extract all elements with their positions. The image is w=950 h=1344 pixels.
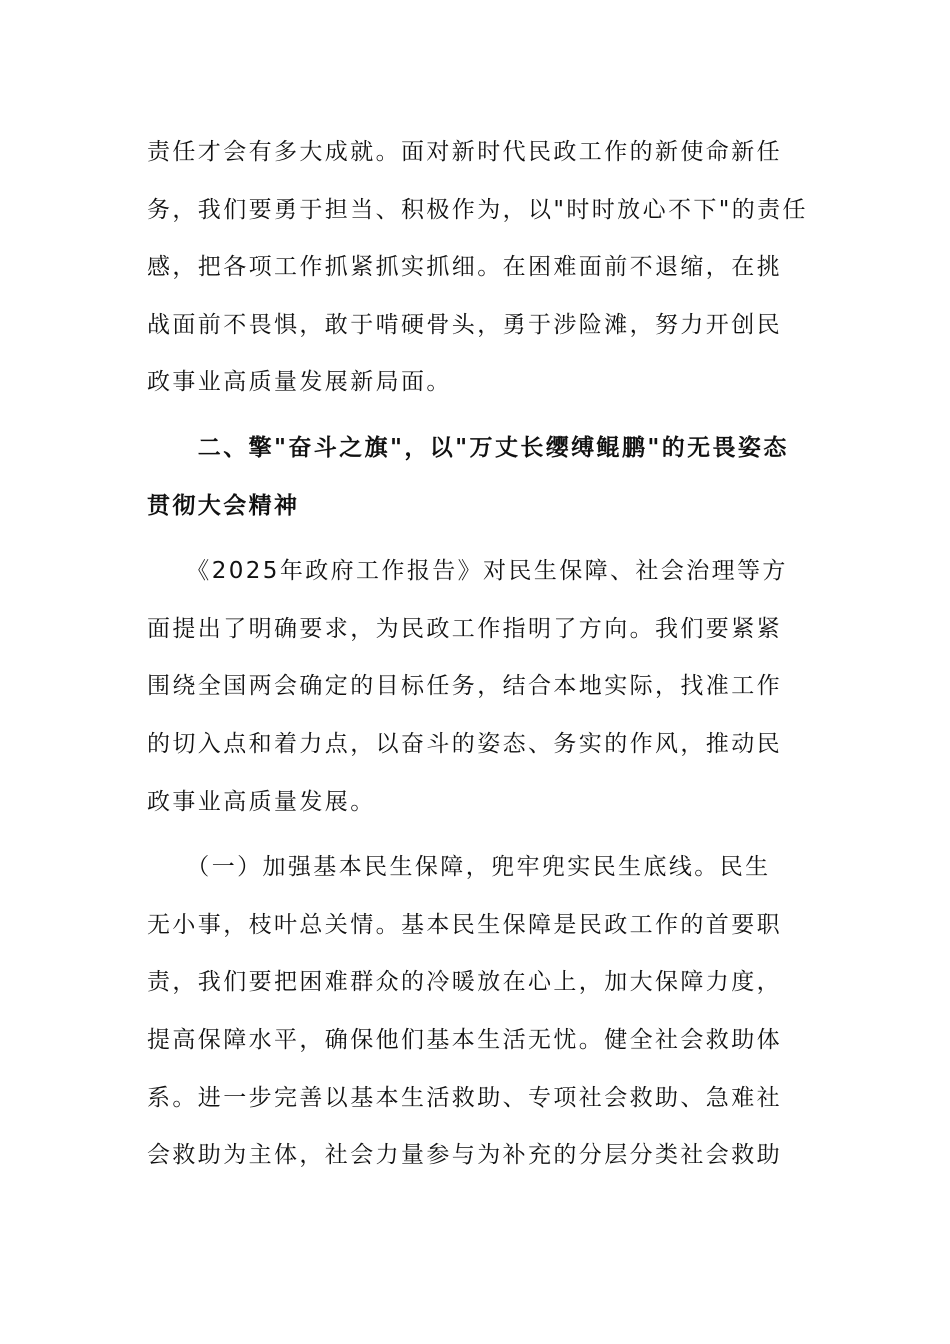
text-line: 政事业高质量发展。 [147,788,376,815]
text-line: 政事业高质量发展新局面。 [147,369,452,396]
text-line: 围绕全国两会确定的目标任务，结合本地实际，找准工作 [147,673,782,700]
text-line: 贯彻大会精神 [147,492,300,519]
text-line: 《2025年政府工作报告》对民生保障、社会治理等方 [147,558,788,585]
text-line: 会救助为主体，社会力量参与为补充的分层分类社会救助 [147,1142,782,1169]
section-heading [147,430,827,545]
text-line: 面提出了明确要求，为民政工作指明了方向。我们要紧紧 [147,615,782,642]
text-line: 系。进一步完善以基本生活救助、专项社会救助、急难社 [147,1084,782,1111]
paragraph [147,849,827,1195]
paragraph [147,553,827,841]
text-line: 责任才会有多大成就。面对新时代民政工作的新使命新任 [147,139,782,165]
text-line: 责，我们要把困难群众的冷暖放在心上，加大保障力度， [147,969,782,996]
text-line: 战面前不畏惧，敢于啃硬骨头，勇于涉险滩，努力开创民 [147,311,782,338]
text-line: 二、擎"奋斗之旗"，以"万丈长缨缚鲲鹏"的无畏姿态 [147,434,789,461]
text-line: 务，我们要勇于担当、积极作为，以"时时放心不下"的责任 [147,196,808,223]
text-line: 感，把各项工作抓紧抓实抓细。在困难面前不退缩，在挑 [147,254,782,281]
paragraph [147,134,827,422]
text-line: 无小事，枝叶总关情。基本民生保障是民政工作的首要职 [147,911,782,938]
document-page [147,134,827,1203]
text-line: 提高保障水平，确保他们基本生活无忧。健全社会救助体 [147,1026,782,1053]
text-line: 的切入点和着力点，以奋斗的姿态、务实的作风，推动民 [147,730,782,757]
text-line: （一）加强基本民生保障，兜牢兜实民生底线。民生 [147,854,771,881]
